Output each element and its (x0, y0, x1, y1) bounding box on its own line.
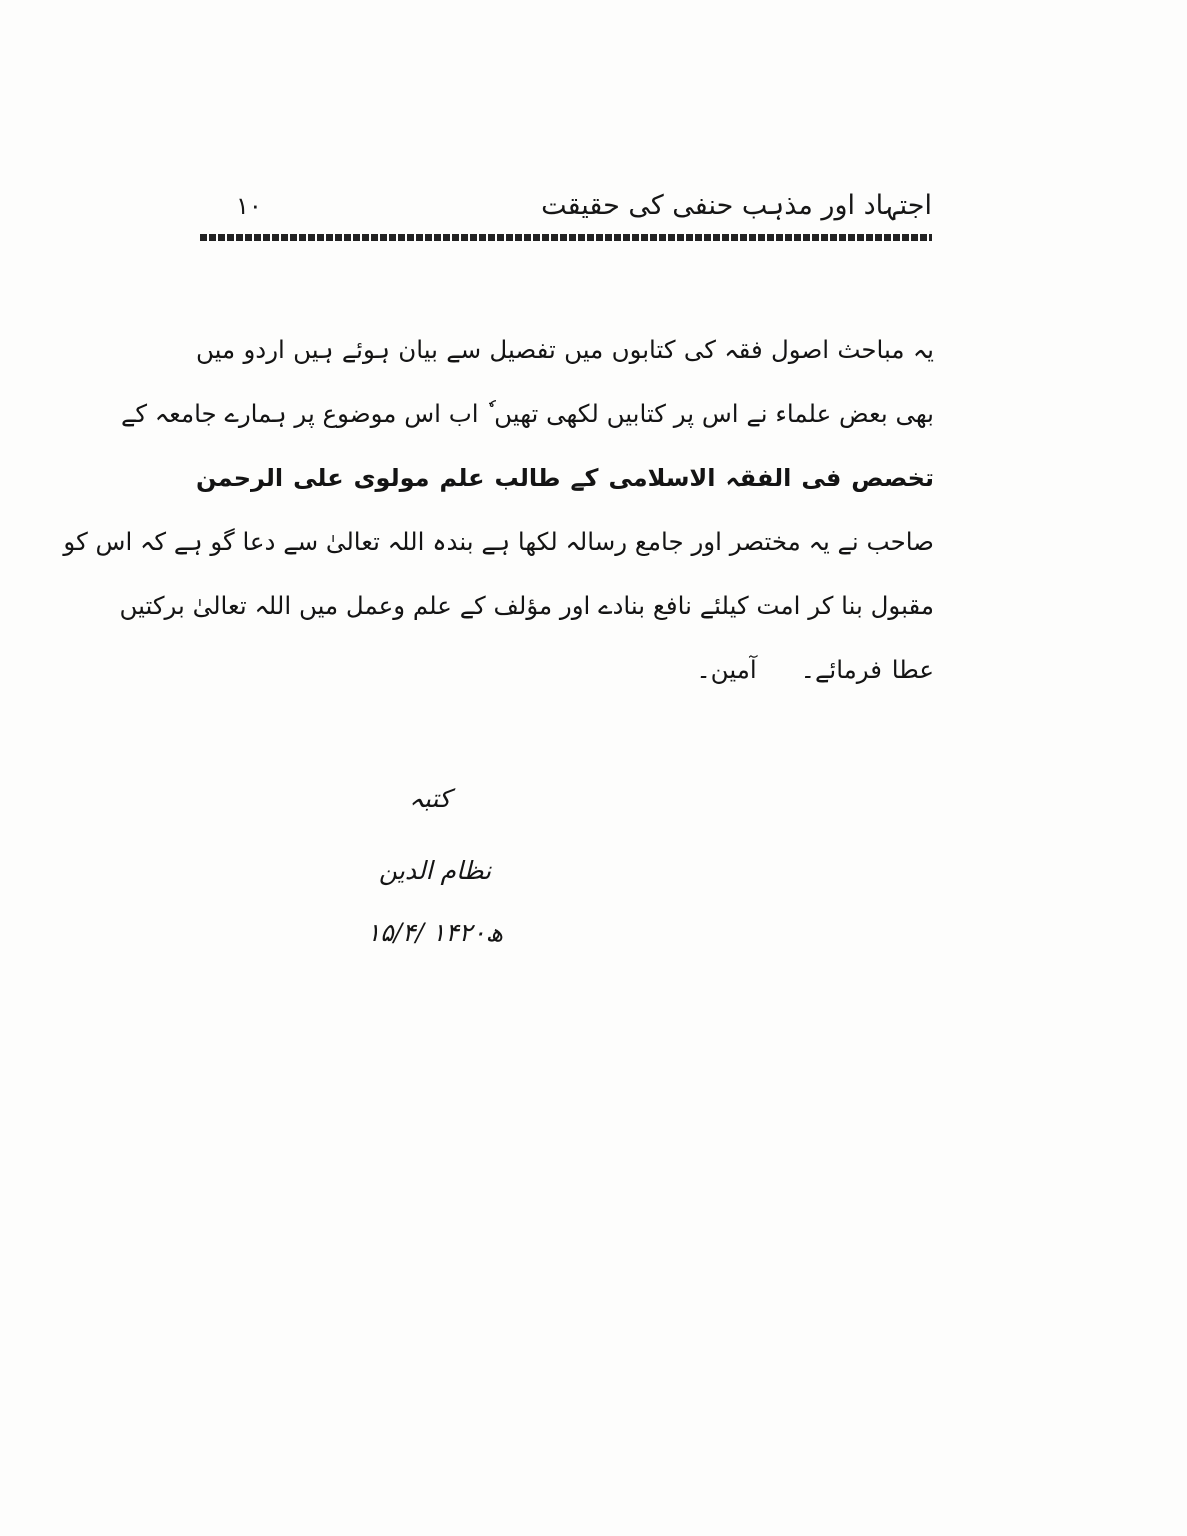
body-line: مقبول بنا کر امت کیلئے نافع بنادے اور مؤلف کے علم وعمل میں اللہ تعالیٰ برکتیں (119, 591, 934, 620)
body-line: صاحب نے یہ مختصر اور جامع رسالہ لکھا ہے بندہ اللہ تعالیٰ سے دعا گو ہے کہ اس کو (63, 527, 934, 556)
written-by-label: کتبہ (409, 784, 451, 813)
header-title: اجتہاد اور مذہب حنفی کی حقیقت (541, 190, 932, 221)
closing-line (196, 638, 934, 702)
body-line: بھی بعض علماء نے اس پر کتابیں لکھی تھیں ٗ اب اس موضوع پر ہمارے جامعہ کے (120, 399, 934, 428)
body-line: یہ مباحث اصول فقہ کی کتابوں میں تفصیل سے بیان ہوئے ہیں اردو میں (196, 335, 934, 364)
signatory-name: نظام الدین (378, 856, 492, 885)
closing-text: عطا فرمائے۔ (800, 655, 934, 684)
handwritten-signature-block (330, 780, 540, 990)
signature-date: ۱۵/۴/ ۱۴۲۰ھ (366, 918, 504, 947)
page-number: ۱۰ (236, 192, 262, 220)
body-paragraph (63, 318, 934, 702)
running-header (200, 186, 932, 232)
body-line: تخصص فی الفقہ الاسلامی کے طالب علم مولوی علی الرحمن (196, 464, 934, 492)
amen-text: آمین۔ (696, 655, 757, 684)
header-divider (200, 234, 932, 241)
